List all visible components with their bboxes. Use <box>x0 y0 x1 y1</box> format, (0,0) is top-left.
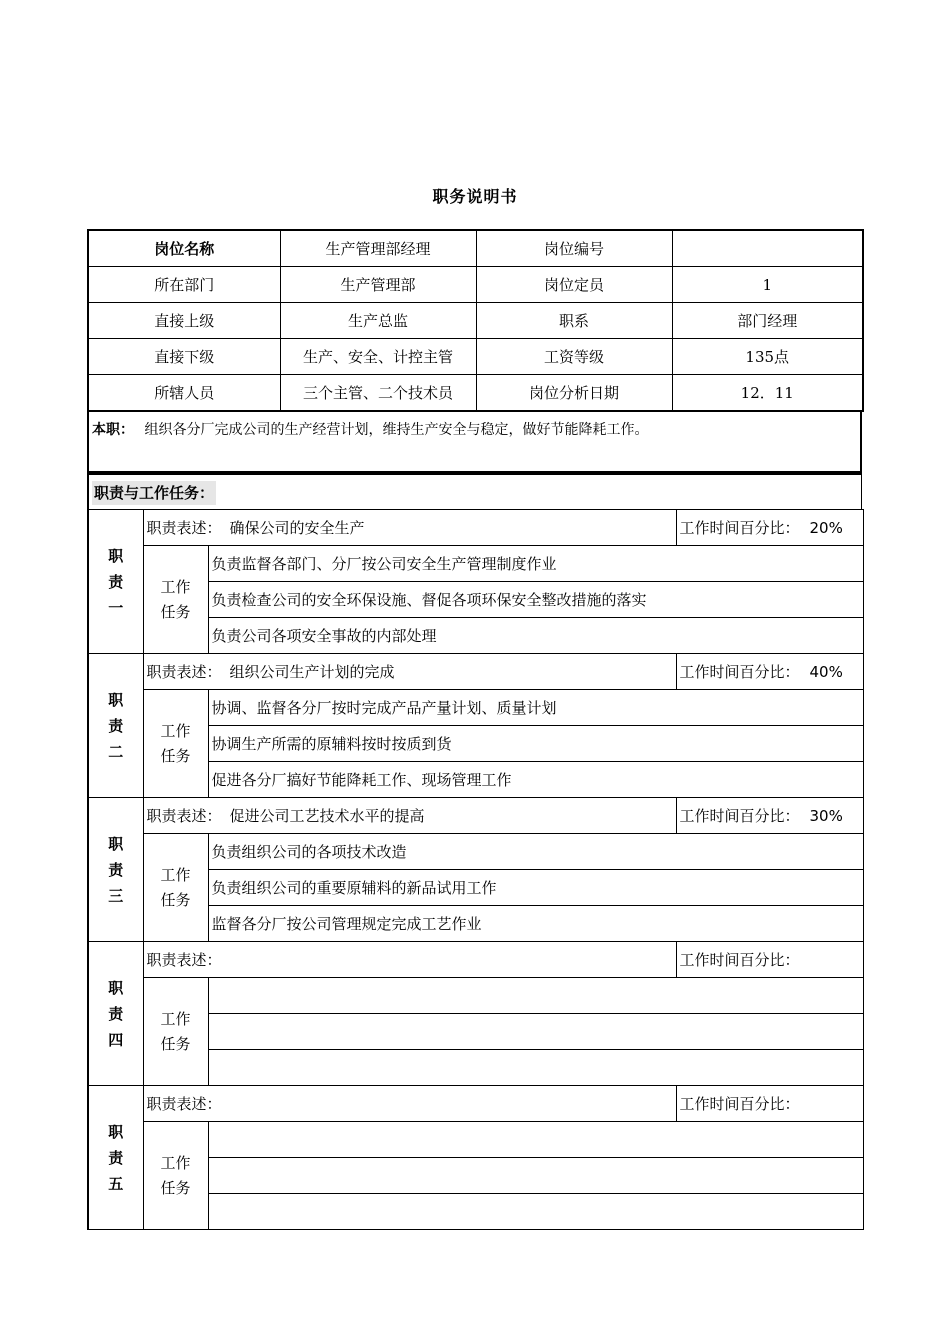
duty-pct-label: 工作时间百分比： <box>679 663 800 681</box>
duty-pct-value: 30% <box>809 807 843 825</box>
info-label: 岗位定员 <box>476 267 672 303</box>
duty-desc-row <box>88 1086 863 1122</box>
duty-task <box>208 1122 863 1158</box>
duty-task: 负责组织公司的重要原辅料的新品试用工作 <box>208 870 863 906</box>
task-label <box>143 834 208 942</box>
duty-desc <box>143 942 676 978</box>
duty-task <box>208 978 863 1014</box>
info-label: 所辖人员 <box>88 375 280 412</box>
info-label: 直接上级 <box>88 303 280 339</box>
duty-task-row <box>88 978 863 1014</box>
core-duty-label: 本职： <box>92 422 134 438</box>
duty-pct <box>676 1086 863 1122</box>
duty-side-text: 职责四 <box>108 978 124 1049</box>
duty-task: 协调生产所需的原辅料按时按质到货 <box>208 726 863 762</box>
duty-side-label <box>88 1086 143 1230</box>
duties-heading <box>88 474 862 509</box>
duty-desc-text: 促进公司工艺技术水平的提高 <box>229 807 425 825</box>
duty-pct <box>676 654 863 690</box>
duty-desc-row <box>88 942 863 978</box>
core-duty <box>88 412 861 472</box>
duty-desc-text: 组织公司生产计划的完成 <box>229 663 395 681</box>
task-label <box>143 978 208 1086</box>
info-value: 三个主管、二个技术员 <box>280 375 476 412</box>
duty-pct <box>676 510 863 546</box>
info-label: 直接下级 <box>88 339 280 375</box>
duty-side-text: 职责二 <box>108 690 124 761</box>
duty-task-row <box>88 690 863 726</box>
task-label-text: 工作任务 <box>160 1009 191 1053</box>
duty-task-row <box>88 546 863 582</box>
duty-task <box>208 1050 863 1086</box>
duty-task <box>208 1194 863 1230</box>
duty-pct-label: 工作时间百分比： <box>679 1095 800 1113</box>
page-title: 职务说明书 <box>432 187 518 206</box>
duty-side-text: 职责三 <box>108 834 124 905</box>
info-row <box>88 267 863 303</box>
info-row <box>88 375 863 412</box>
duties-table <box>87 509 864 1230</box>
duty-task-row <box>88 834 863 870</box>
info-row <box>88 303 863 339</box>
basic-info-table <box>87 229 864 412</box>
task-label-text: 工作任务 <box>160 865 191 909</box>
duty-desc <box>143 798 676 834</box>
task-label-text: 工作任务 <box>160 577 191 621</box>
job-description-form <box>87 229 862 1230</box>
info-value: 生产总监 <box>280 303 476 339</box>
duty-pct-label: 工作时间百分比： <box>679 807 800 825</box>
duty-task: 负责组织公司的各项技术改造 <box>208 834 863 870</box>
task-label-text: 工作任务 <box>160 721 191 765</box>
duty-desc-row <box>88 510 863 546</box>
duty-pct-value: 20% <box>809 519 843 537</box>
duty-desc <box>143 654 676 690</box>
info-row <box>88 230 863 267</box>
info-value: 12．11 <box>672 375 863 412</box>
duty-side-label <box>88 510 143 654</box>
duty-side-label <box>88 654 143 798</box>
info-value: 生产管理部经理 <box>280 230 476 267</box>
duty-task: 负责公司各项安全事故的内部处理 <box>208 618 863 654</box>
duty-desc-label: 职责表述： <box>146 807 222 825</box>
info-label: 岗位编号 <box>476 230 672 267</box>
info-value: 部门经理 <box>672 303 863 339</box>
duty-desc-label: 职责表述： <box>146 663 222 681</box>
info-label: 岗位名称 <box>88 230 280 267</box>
duty-desc-label: 职责表述： <box>146 951 222 969</box>
duty-side-text: 职责一 <box>108 546 124 617</box>
duty-side-label <box>88 942 143 1086</box>
duty-task: 负责检查公司的安全环保设施、督促各项环保安全整改措施的落实 <box>208 582 863 618</box>
info-label: 职系 <box>476 303 672 339</box>
core-duty-text: 组织各分厂完成公司的生产经营计划，维持生产安全与稳定，做好节能降耗工作。 <box>144 422 649 438</box>
info-value: 生产、安全、计控主管 <box>280 339 476 375</box>
duty-task <box>208 1158 863 1194</box>
info-row <box>88 339 863 375</box>
duty-task: 协调、监督各分厂按时完成产品产量计划、质量计划 <box>208 690 863 726</box>
core-duty-table <box>87 412 862 473</box>
duty-desc-label: 职责表述： <box>146 1095 222 1113</box>
duty-task <box>208 1014 863 1050</box>
duty-desc <box>143 510 676 546</box>
info-label: 所在部门 <box>88 267 280 303</box>
duty-pct-label: 工作时间百分比： <box>679 951 800 969</box>
duty-pct-value: 40% <box>809 663 843 681</box>
info-label: 工资等级 <box>476 339 672 375</box>
info-value <box>672 230 863 267</box>
duty-desc <box>143 1086 676 1122</box>
duty-side-text: 职责五 <box>108 1122 124 1193</box>
info-label: 岗位分析日期 <box>476 375 672 412</box>
duties-heading-text: 职责与工作任务： <box>92 481 216 505</box>
duty-pct <box>676 798 863 834</box>
duty-desc-text: 确保公司的安全生产 <box>229 519 365 537</box>
task-label <box>143 546 208 654</box>
duty-pct <box>676 942 863 978</box>
duty-desc-row <box>88 798 863 834</box>
info-value: 135点 <box>672 339 863 375</box>
duty-task-row <box>88 1122 863 1158</box>
duties-heading-table <box>87 473 862 509</box>
task-label-text: 工作任务 <box>160 1153 191 1197</box>
info-value: 1 <box>672 267 863 303</box>
duty-desc-row <box>88 654 863 690</box>
duty-side-label <box>88 798 143 942</box>
duty-pct-label: 工作时间百分比： <box>679 519 800 537</box>
duty-task: 促进各分厂搞好节能降耗工作、现场管理工作 <box>208 762 863 798</box>
info-value: 生产管理部 <box>280 267 476 303</box>
duty-desc-label: 职责表述： <box>146 519 222 537</box>
task-label <box>143 690 208 798</box>
task-label <box>143 1122 208 1230</box>
duty-task: 负责监督各部门、分厂按公司安全生产管理制度作业 <box>208 546 863 582</box>
duty-task: 监督各分厂按公司管理规定完成工艺作业 <box>208 906 863 942</box>
